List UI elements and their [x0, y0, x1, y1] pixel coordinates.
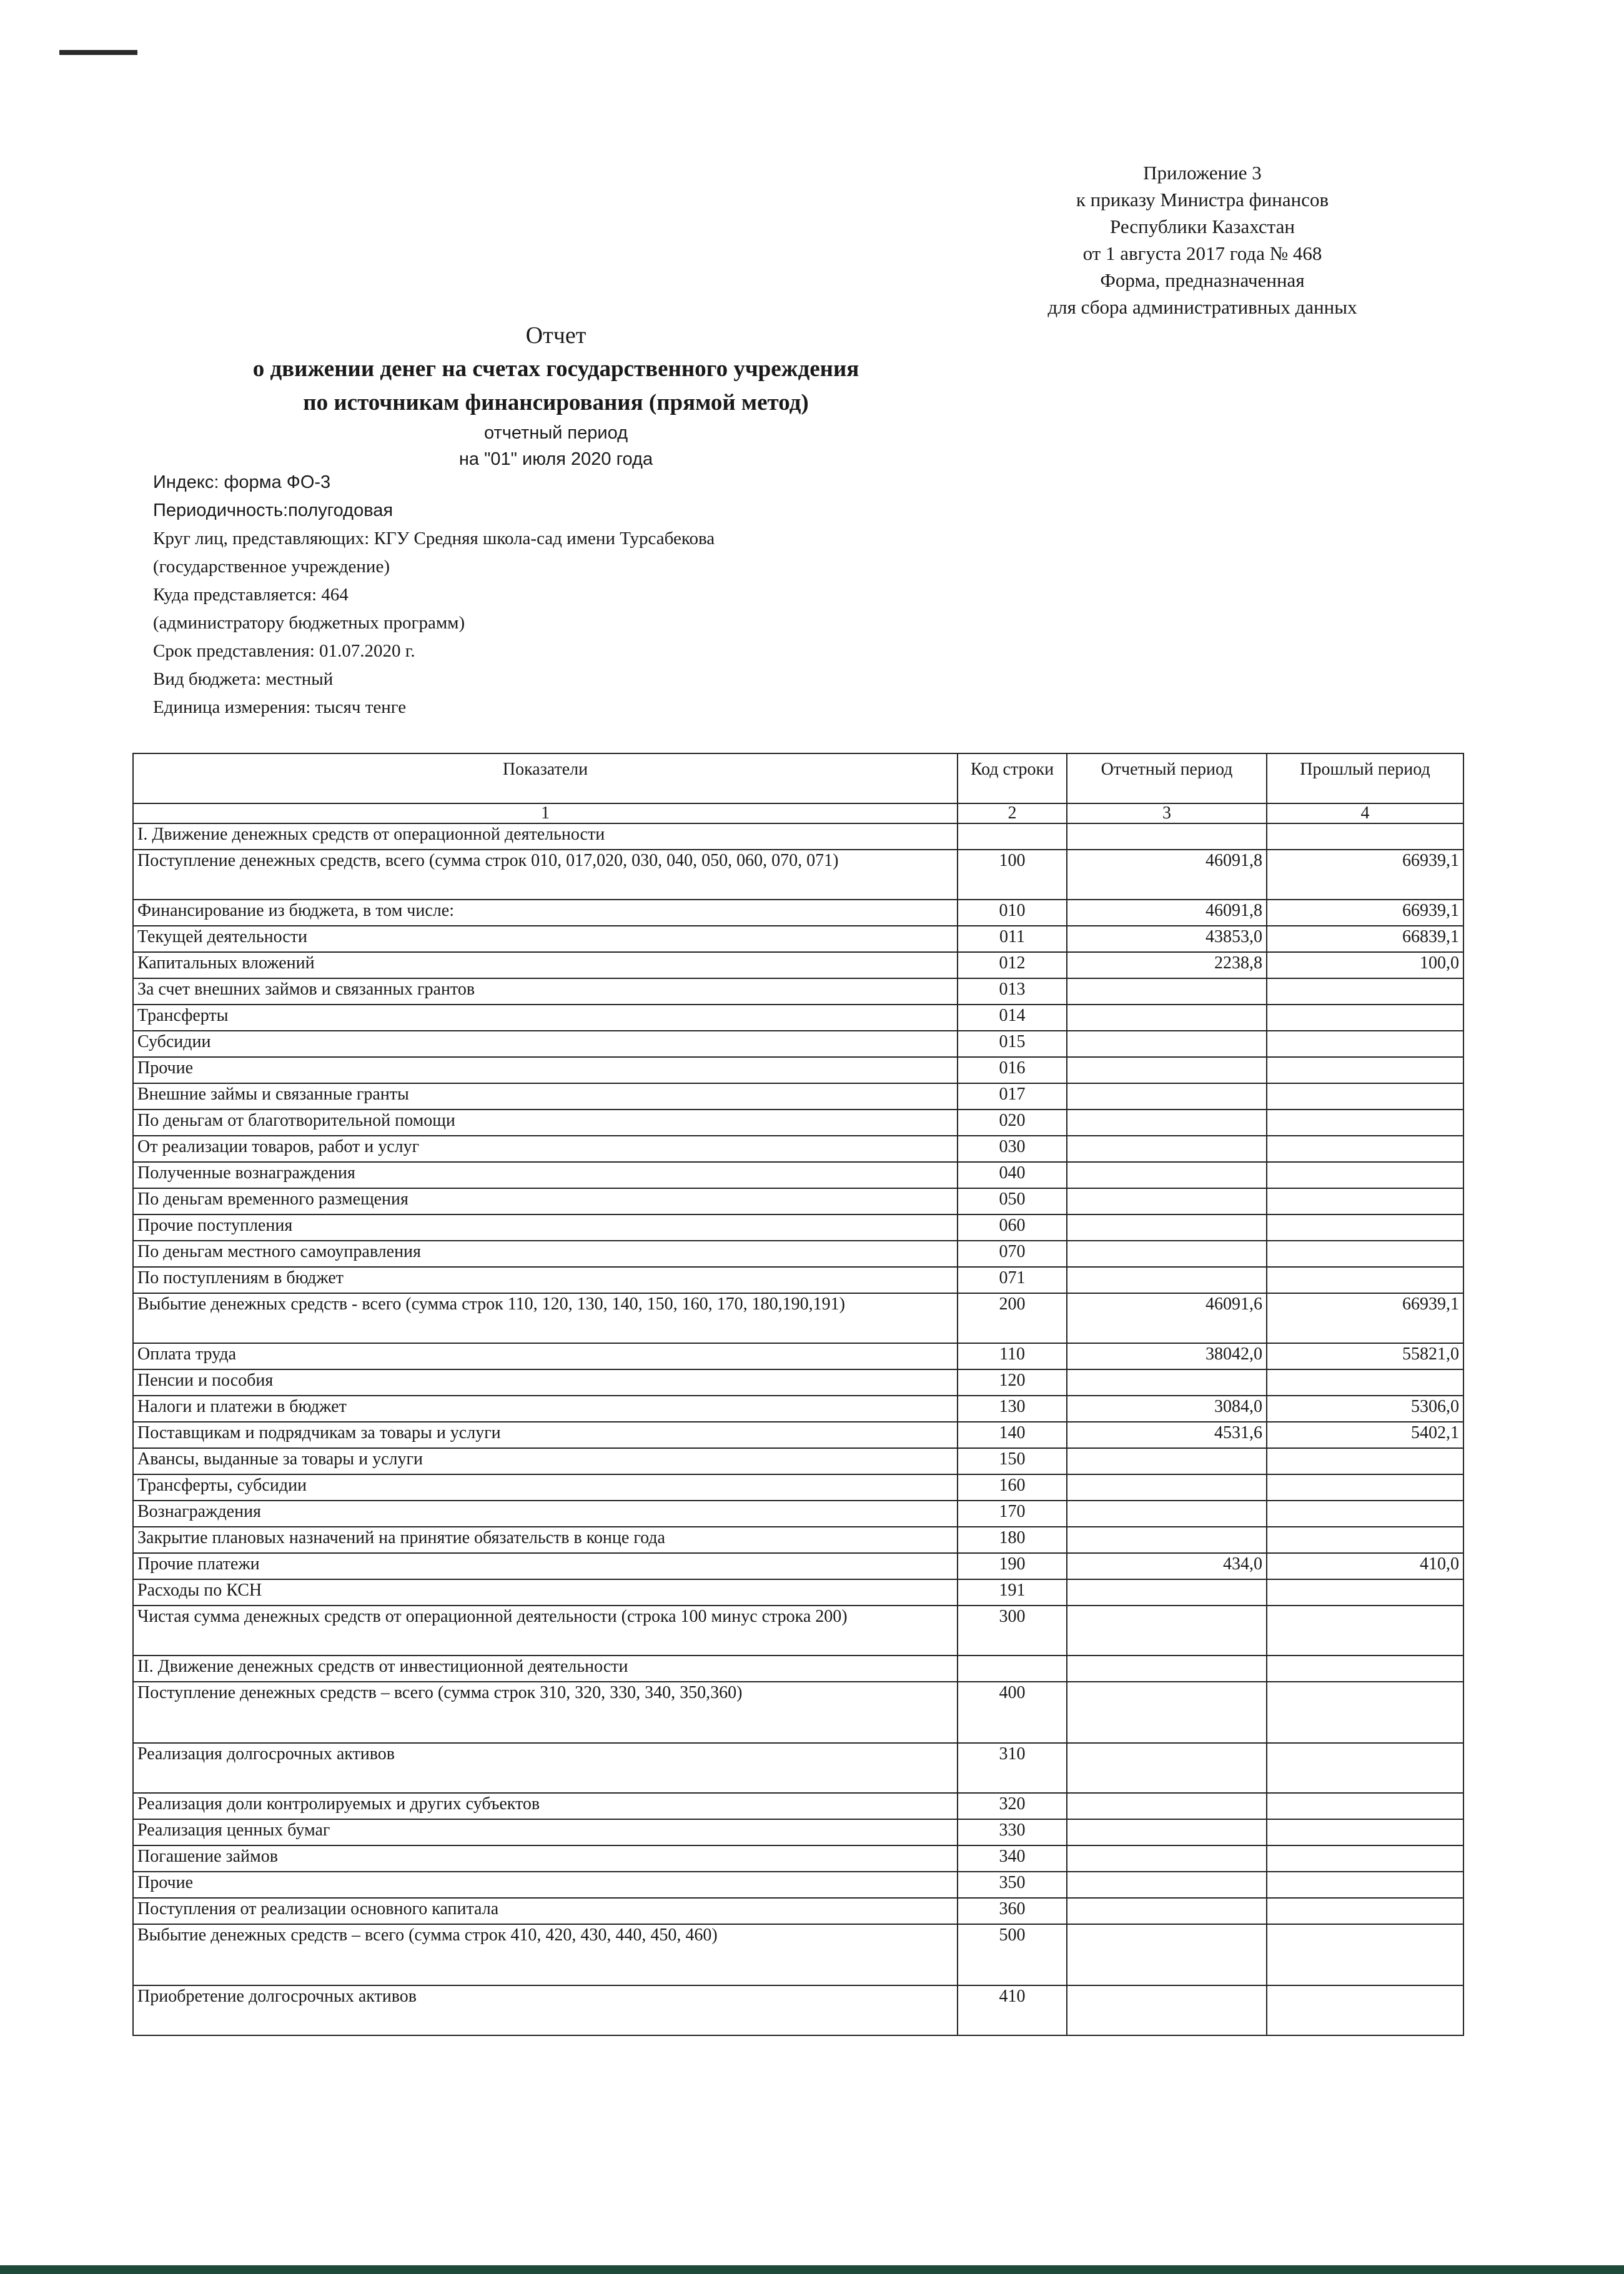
- meta-unit: Единица измерения: тысяч тенге: [153, 697, 407, 717]
- row-previous-value-cell: [1267, 1005, 1463, 1031]
- row-code-cell: 170: [958, 1501, 1067, 1527]
- report-subtitle-1: о движении денег на счетах государственного учреждения: [252, 356, 859, 382]
- row-indicator-cell: Оплата труда: [133, 1343, 958, 1369]
- table-row: [133, 1293, 1463, 1343]
- header-previous-period: Прошлый период: [1267, 753, 1463, 803]
- table-row: [133, 1579, 1463, 1606]
- table-row: [133, 926, 1463, 952]
- row-current-value-cell: [1067, 1214, 1267, 1241]
- table-row: [133, 1396, 1463, 1422]
- table-body: [133, 823, 1463, 2035]
- row-code-cell: 071: [958, 1267, 1067, 1293]
- row-indicator-cell: Внешние займы и связанные гранты: [133, 1083, 958, 1110]
- row-code-cell: 100: [958, 850, 1067, 900]
- row-current-value-cell: [1067, 978, 1267, 1005]
- row-indicator-cell: I. Движение денежных средств от операционной деятельности: [133, 823, 958, 850]
- row-previous-value-cell: 66939,1: [1267, 900, 1463, 926]
- row-code-cell: [958, 1656, 1067, 1682]
- table-row: [133, 1872, 1463, 1898]
- row-indicator-cell: Чистая сумма денежных средств от операционной деятельности (строка 100 минус строка 200): [133, 1606, 958, 1656]
- row-code-cell: 191: [958, 1579, 1067, 1606]
- cash-flow-table: [132, 753, 1464, 2036]
- row-code-cell: 180: [958, 1527, 1067, 1553]
- row-indicator-cell: Вознаграждения: [133, 1501, 958, 1527]
- meta-respondents-note: (государственное учреждение): [153, 557, 390, 577]
- table-row: [133, 1057, 1463, 1083]
- row-previous-value-cell: [1267, 1501, 1463, 1527]
- row-code-cell: 017: [958, 1083, 1067, 1110]
- row-current-value-cell: 46091,8: [1067, 850, 1267, 900]
- row-previous-value-cell: [1267, 1606, 1463, 1656]
- index-cell: 1: [133, 803, 958, 823]
- row-current-value-cell: 434,0: [1067, 1553, 1267, 1579]
- row-code-cell: 160: [958, 1474, 1067, 1501]
- row-indicator-cell: За счет внешних займов и связанных грантов: [133, 978, 958, 1005]
- row-indicator-cell: По поступлениям в бюджет: [133, 1267, 958, 1293]
- table-row: [133, 1793, 1463, 1819]
- row-code-cell: 020: [958, 1110, 1067, 1136]
- row-previous-value-cell: 410,0: [1267, 1553, 1463, 1579]
- meta-index: Индекс: форма ФО-3: [153, 472, 331, 492]
- table-row: [133, 1985, 1463, 2035]
- row-current-value-cell: 43853,0: [1067, 926, 1267, 952]
- row-previous-value-cell: [1267, 1083, 1463, 1110]
- scan-artifact-edge: [0, 2265, 1624, 2274]
- row-current-value-cell: 46091,8: [1067, 900, 1267, 926]
- row-code-cell: 320: [958, 1793, 1067, 1819]
- report-subtitle-2: по источникам финансирования (прямой метод): [303, 390, 809, 415]
- row-code-cell: 040: [958, 1162, 1067, 1188]
- row-previous-value-cell: [1267, 978, 1463, 1005]
- report-metadata: [153, 469, 1027, 722]
- row-current-value-cell: [1067, 1005, 1267, 1031]
- row-indicator-cell: Поставщикам и подрядчикам за товары и услуги: [133, 1422, 958, 1448]
- row-code-cell: 012: [958, 952, 1067, 978]
- row-previous-value-cell: 100,0: [1267, 952, 1463, 978]
- row-code-cell: 070: [958, 1241, 1067, 1267]
- row-indicator-cell: Приобретение долгосрочных активов: [133, 1985, 958, 2035]
- row-previous-value-cell: [1267, 1214, 1463, 1241]
- row-code-cell: 011: [958, 926, 1067, 952]
- row-indicator-cell: По деньгам от благотворительной помощи: [133, 1110, 958, 1136]
- table-row: [133, 1110, 1463, 1136]
- row-indicator-cell: Прочие поступления: [133, 1214, 958, 1241]
- row-current-value-cell: 3084,0: [1067, 1396, 1267, 1422]
- row-indicator-cell: Налоги и платежи в бюджет: [133, 1396, 958, 1422]
- row-current-value-cell: 46091,6: [1067, 1293, 1267, 1343]
- table-row: [133, 1448, 1463, 1474]
- meta-recipient: Куда представляется: 464: [153, 585, 349, 605]
- index-cell: 3: [1067, 803, 1267, 823]
- row-previous-value-cell: [1267, 1656, 1463, 1682]
- row-code-cell: 190: [958, 1553, 1067, 1579]
- row-previous-value-cell: [1267, 1793, 1463, 1819]
- row-code-cell: 013: [958, 978, 1067, 1005]
- row-current-value-cell: [1067, 1083, 1267, 1110]
- row-current-value-cell: [1067, 1448, 1267, 1474]
- row-previous-value-cell: [1267, 1267, 1463, 1293]
- row-current-value-cell: [1067, 1606, 1267, 1656]
- row-previous-value-cell: [1267, 1241, 1463, 1267]
- table-row: [133, 1656, 1463, 1682]
- row-code-cell: 050: [958, 1188, 1067, 1214]
- row-previous-value-cell: [1267, 1872, 1463, 1898]
- row-current-value-cell: [1067, 1898, 1267, 1924]
- row-code-cell: 060: [958, 1214, 1067, 1241]
- appendix-line-1: Приложение 3: [1143, 162, 1262, 184]
- table-row: [133, 1343, 1463, 1369]
- row-code-cell: 400: [958, 1682, 1067, 1743]
- table-row: [133, 1241, 1463, 1267]
- row-current-value-cell: [1067, 1527, 1267, 1553]
- row-previous-value-cell: [1267, 1579, 1463, 1606]
- table-row: [133, 1898, 1463, 1924]
- row-code-cell: 120: [958, 1369, 1067, 1396]
- table-row: [133, 1819, 1463, 1845]
- row-previous-value-cell: [1267, 1136, 1463, 1162]
- row-current-value-cell: [1067, 1924, 1267, 1985]
- row-previous-value-cell: [1267, 1985, 1463, 2035]
- row-indicator-cell: Авансы, выданные за товары и услуги: [133, 1448, 958, 1474]
- row-current-value-cell: [1067, 1682, 1267, 1743]
- row-current-value-cell: [1067, 1474, 1267, 1501]
- table-row: [133, 1924, 1463, 1985]
- row-previous-value-cell: [1267, 1898, 1463, 1924]
- period-label: отчетный период: [483, 423, 628, 443]
- row-current-value-cell: 4531,6: [1067, 1422, 1267, 1448]
- row-current-value-cell: [1067, 1656, 1267, 1682]
- row-code-cell: 016: [958, 1057, 1067, 1083]
- row-current-value-cell: [1067, 1793, 1267, 1819]
- row-code-cell: 360: [958, 1898, 1067, 1924]
- row-indicator-cell: Полученные вознаграждения: [133, 1162, 958, 1188]
- row-indicator-cell: Трансферты, субсидии: [133, 1474, 958, 1501]
- row-code-cell: 500: [958, 1924, 1067, 1985]
- row-previous-value-cell: [1267, 1682, 1463, 1743]
- row-code-cell: [958, 823, 1067, 850]
- row-previous-value-cell: 5306,0: [1267, 1396, 1463, 1422]
- table-row: [133, 1267, 1463, 1293]
- row-indicator-cell: Поступление денежных средств, всего (сумма строк 010, 017,020, 030, 040, 050, 060, 070, 071): [133, 850, 958, 900]
- row-previous-value-cell: 55821,0: [1267, 1343, 1463, 1369]
- table-row: [133, 952, 1463, 978]
- report-title: Отчет: [525, 322, 587, 349]
- table-row: [133, 1188, 1463, 1214]
- table-row: [133, 1743, 1463, 1793]
- row-indicator-cell: Расходы по КСН: [133, 1579, 958, 1606]
- row-code-cell: 140: [958, 1422, 1067, 1448]
- meta-respondents: Круг лиц, представляющих: КГУ Средняя школа-сад имени Турсабекова: [153, 529, 715, 549]
- table-row: [133, 1005, 1463, 1031]
- row-code-cell: 030: [958, 1136, 1067, 1162]
- row-previous-value-cell: [1267, 1110, 1463, 1136]
- row-indicator-cell: По деньгам местного самоуправления: [133, 1241, 958, 1267]
- row-previous-value-cell: [1267, 1031, 1463, 1057]
- row-indicator-cell: Прочие платежи: [133, 1553, 958, 1579]
- row-previous-value-cell: [1267, 1448, 1463, 1474]
- row-indicator-cell: Поступление денежных средств – всего (сумма строк 310, 320, 330, 340, 350,360): [133, 1682, 958, 1743]
- table-row: [133, 850, 1463, 900]
- period-date: на "01" июля 2020 года: [458, 449, 653, 469]
- scan-artifact-line: [59, 50, 137, 55]
- row-code-cell: 310: [958, 1743, 1067, 1793]
- row-indicator-cell: Выбытие денежных средств - всего (сумма строк 110, 120, 130, 140, 150, 160, 170, 180,190,191): [133, 1293, 958, 1343]
- table-row: [133, 1031, 1463, 1057]
- table-row: [133, 1136, 1463, 1162]
- appendix-line-2: к приказу Министра финансов: [1076, 189, 1329, 211]
- row-previous-value-cell: [1267, 1369, 1463, 1396]
- row-previous-value-cell: 5402,1: [1267, 1422, 1463, 1448]
- table-row: [133, 1162, 1463, 1188]
- row-indicator-cell: Реализация долгосрочных активов: [133, 1743, 958, 1793]
- table-row: [133, 1527, 1463, 1553]
- row-indicator-cell: От реализации товаров, работ и услуг: [133, 1136, 958, 1162]
- table-row: [133, 1553, 1463, 1579]
- table-row: [133, 1501, 1463, 1527]
- row-previous-value-cell: [1267, 1162, 1463, 1188]
- table-row: [133, 1422, 1463, 1448]
- row-indicator-cell: Капитальных вложений: [133, 952, 958, 978]
- row-previous-value-cell: [1267, 1188, 1463, 1214]
- row-current-value-cell: 38042,0: [1067, 1343, 1267, 1369]
- row-code-cell: 340: [958, 1845, 1067, 1872]
- row-indicator-cell: Закрытие плановых назначений на принятие обязательств в конце года: [133, 1527, 958, 1553]
- row-indicator-cell: Выбытие денежных средств – всего (сумма строк 410, 420, 430, 440, 450, 460): [133, 1924, 958, 1985]
- table-row: [133, 1214, 1463, 1241]
- row-indicator-cell: По деньгам временного размещения: [133, 1188, 958, 1214]
- row-previous-value-cell: 66939,1: [1267, 1293, 1463, 1343]
- index-cell: 2: [958, 803, 1067, 823]
- meta-deadline: Срок представления: 01.07.2020 г.: [153, 641, 415, 661]
- row-current-value-cell: [1067, 1501, 1267, 1527]
- row-current-value-cell: [1067, 1110, 1267, 1136]
- row-code-cell: 010: [958, 900, 1067, 926]
- row-previous-value-cell: [1267, 1845, 1463, 1872]
- header-indicators: Показатели: [133, 753, 958, 803]
- row-code-cell: 300: [958, 1606, 1067, 1656]
- row-code-cell: 015: [958, 1031, 1067, 1057]
- row-previous-value-cell: [1267, 1819, 1463, 1845]
- row-code-cell: 014: [958, 1005, 1067, 1031]
- row-current-value-cell: [1067, 1057, 1267, 1083]
- appendix-block: [974, 159, 1430, 320]
- meta-periodicity: Периодичность:полугодовая: [153, 500, 394, 520]
- table-row: [133, 1474, 1463, 1501]
- index-cell: 4: [1267, 803, 1463, 823]
- row-code-cell: 150: [958, 1448, 1067, 1474]
- appendix-line-4: от 1 августа 2017 года № 468: [1082, 242, 1322, 264]
- row-indicator-cell: Поступления от реализации основного капитала: [133, 1898, 958, 1924]
- row-previous-value-cell: [1267, 1743, 1463, 1793]
- row-current-value-cell: [1067, 1267, 1267, 1293]
- row-current-value-cell: [1067, 1188, 1267, 1214]
- table-row: [133, 978, 1463, 1005]
- row-current-value-cell: [1067, 1241, 1267, 1267]
- row-previous-value-cell: 66939,1: [1267, 850, 1463, 900]
- row-current-value-cell: 2238,8: [1067, 952, 1267, 978]
- row-previous-value-cell: 66839,1: [1267, 926, 1463, 952]
- header-current-period: Отчетный период: [1067, 753, 1267, 803]
- row-indicator-cell: Финансирование из бюджета, в том числе:: [133, 900, 958, 926]
- row-code-cell: 130: [958, 1396, 1067, 1422]
- table-row: [133, 1369, 1463, 1396]
- row-current-value-cell: [1067, 1579, 1267, 1606]
- row-code-cell: 410: [958, 1985, 1067, 2035]
- row-indicator-cell: Трансферты: [133, 1005, 958, 1031]
- table-row: [133, 1606, 1463, 1656]
- row-current-value-cell: [1067, 1819, 1267, 1845]
- row-previous-value-cell: [1267, 1474, 1463, 1501]
- header-row-code: Код строки: [958, 753, 1067, 803]
- table-row: [133, 1682, 1463, 1743]
- table-index-row: [133, 803, 1463, 823]
- row-code-cell: 110: [958, 1343, 1067, 1369]
- row-previous-value-cell: [1267, 1924, 1463, 1985]
- table-header-row: [133, 753, 1463, 803]
- row-code-cell: 350: [958, 1872, 1067, 1898]
- row-indicator-cell: Прочие: [133, 1872, 958, 1898]
- row-previous-value-cell: [1267, 823, 1463, 850]
- table-row: [133, 900, 1463, 926]
- row-current-value-cell: [1067, 823, 1267, 850]
- row-current-value-cell: [1067, 1369, 1267, 1396]
- report-title-block: [150, 319, 962, 472]
- row-previous-value-cell: [1267, 1057, 1463, 1083]
- table-row: [133, 1083, 1463, 1110]
- row-current-value-cell: [1067, 1136, 1267, 1162]
- row-indicator-cell: II. Движение денежных средств от инвестиционной деятельности: [133, 1656, 958, 1682]
- appendix-line-3: Республики Казахстан: [1110, 216, 1295, 237]
- row-indicator-cell: Реализация ценных бумаг: [133, 1819, 958, 1845]
- row-previous-value-cell: [1267, 1527, 1463, 1553]
- row-current-value-cell: [1067, 1743, 1267, 1793]
- row-code-cell: 330: [958, 1819, 1067, 1845]
- row-indicator-cell: Погашение займов: [133, 1845, 958, 1872]
- row-current-value-cell: [1067, 1872, 1267, 1898]
- row-current-value-cell: [1067, 1031, 1267, 1057]
- row-current-value-cell: [1067, 1985, 1267, 2035]
- appendix-line-6: для сбора административных данных: [1047, 296, 1357, 318]
- meta-budget-type: Вид бюджета: местный: [153, 669, 334, 689]
- table-row: [133, 1845, 1463, 1872]
- row-indicator-cell: Пенсии и пособия: [133, 1369, 958, 1396]
- row-current-value-cell: [1067, 1162, 1267, 1188]
- appendix-line-5: Форма, предназначенная: [1100, 269, 1305, 291]
- row-code-cell: 200: [958, 1293, 1067, 1343]
- row-indicator-cell: Прочие: [133, 1057, 958, 1083]
- row-indicator-cell: Текущей деятельности: [133, 926, 958, 952]
- meta-recipient-note: (администратору бюджетных программ): [153, 613, 465, 633]
- row-current-value-cell: [1067, 1845, 1267, 1872]
- table-row: [133, 823, 1463, 850]
- row-indicator-cell: Реализация доли контролируемых и других субъектов: [133, 1793, 958, 1819]
- row-indicator-cell: Субсидии: [133, 1031, 958, 1057]
